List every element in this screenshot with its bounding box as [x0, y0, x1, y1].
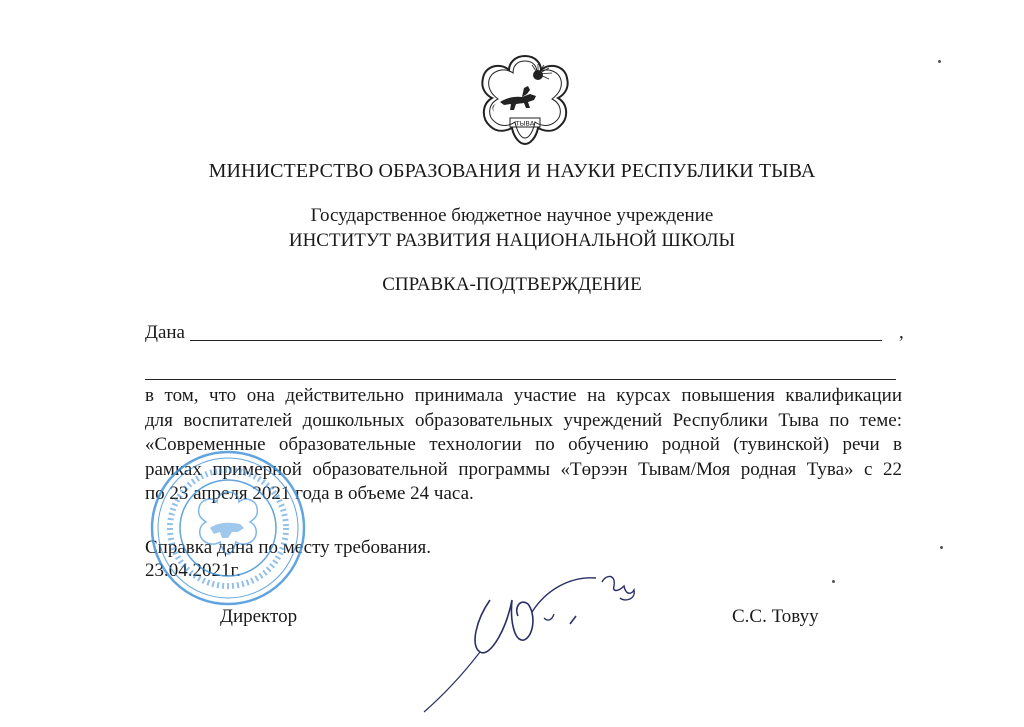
recipient-name-blank	[190, 340, 882, 341]
recipient-label: Дана	[145, 322, 185, 343]
body-line: в том, что она действительно принимала участие на курсах повышения квалификации	[145, 385, 902, 406]
recipient-second-blank	[145, 379, 896, 380]
emblem-banner-text: ТЫВА	[515, 119, 535, 128]
body-line: для воспитателей дошкольных образовательных учреждений Республики Тыва по теме:	[145, 409, 902, 431]
official-stamp-icon	[148, 448, 308, 608]
scan-speck	[940, 546, 943, 549]
body-line: рамках примерной образовательной программы «Төрээн Тывам/Моя родная Тува» с 22	[145, 458, 902, 480]
ministry-title: МИНИСТЕРСТВО ОБРАЗОВАНИЯ И НАУКИ РЕСПУБЛИКИ ТЫВА	[208, 160, 816, 182]
director-signature-icon	[420, 560, 660, 720]
body-line: «Современные образовательные технологии по обучению родной (тувинской) речи в	[145, 434, 902, 455]
body-line: по 23 апреля 2021 года в объеме 24 часа.	[145, 483, 474, 504]
signatory-position: Директор	[220, 606, 298, 627]
scan-speck	[938, 60, 941, 63]
document-title: СПРАВКА-ПОДТВЕРЖДЕНИЕ	[382, 274, 642, 295]
coat-of-arms-icon	[470, 52, 580, 148]
scan-speck	[832, 580, 835, 583]
signatory-name: С.С. Товуу	[732, 606, 819, 627]
closing-note: Справка дана по месту требования.	[145, 537, 432, 558]
recipient-trailing-comma: ,	[899, 322, 904, 343]
institution-type: Государственное бюджетное научное учреждение	[310, 205, 714, 226]
institution-name: ИНСТИТУТ РАЗВИТИЯ НАЦИОНАЛЬНОЙ ШКОЛЫ	[288, 230, 736, 251]
issue-date: 23.04.2021г.	[145, 560, 241, 581]
